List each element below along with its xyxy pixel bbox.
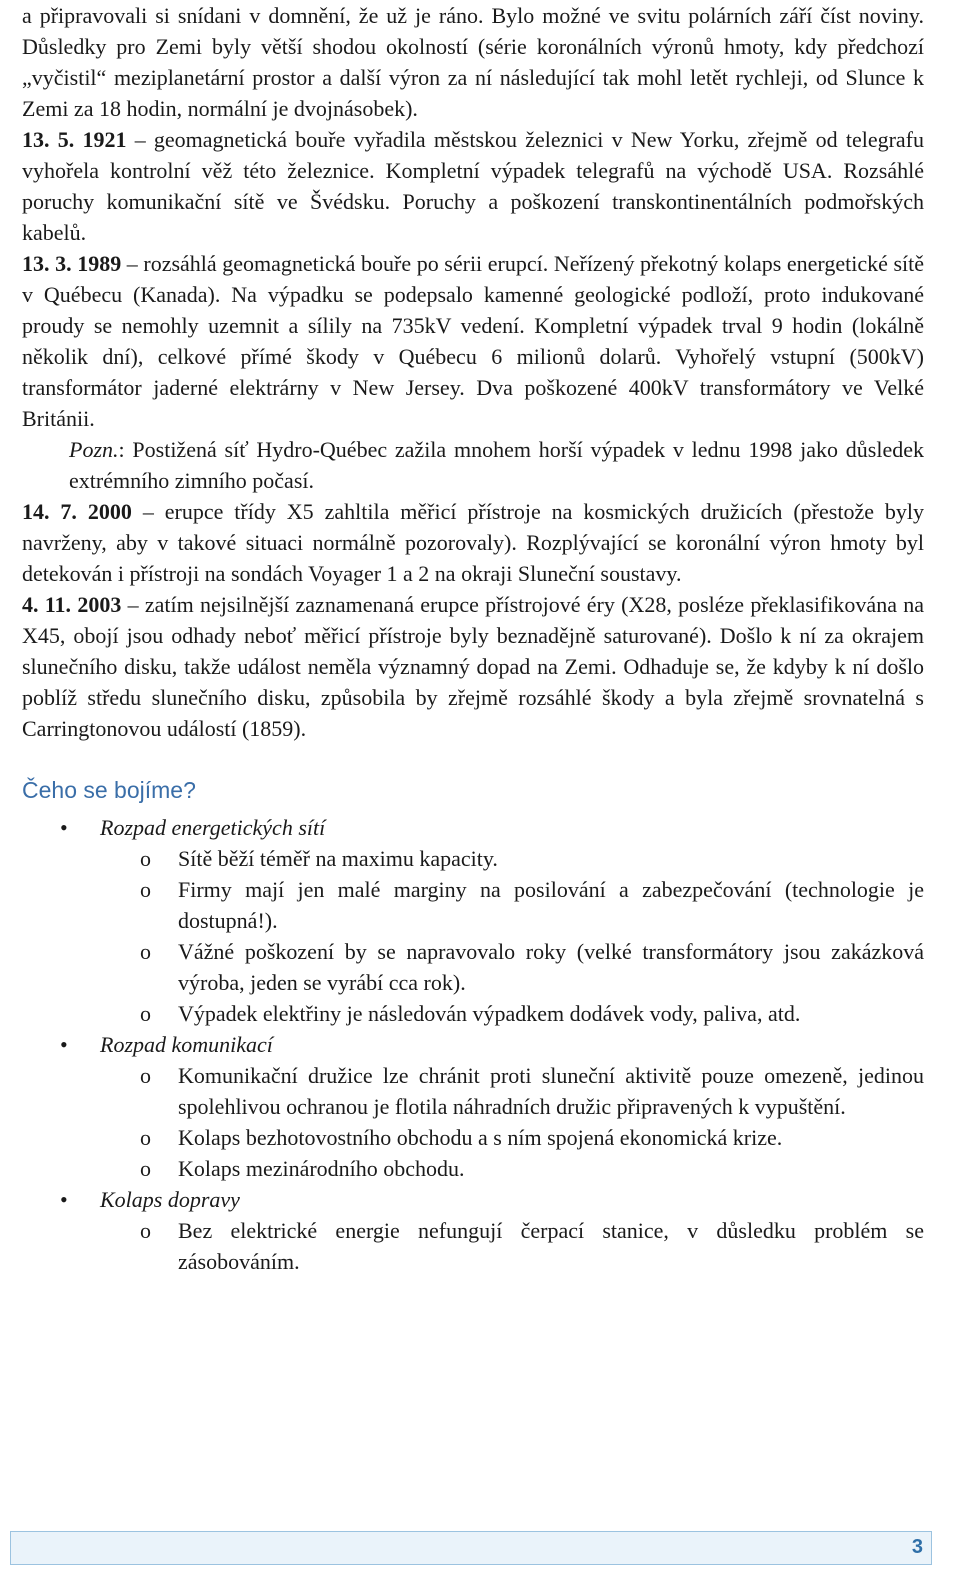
sub-item-text: Sítě běží téměř na maximu kapacity. [178,846,498,871]
document-page [22,0,924,1277]
sub-item-text: Výpadek elektřiny je následován výpadkem dodávek vody, paliva, atd. [178,1001,801,1026]
bullet-icon: • [60,815,68,840]
bullet-title: Kolaps dopravy [100,1187,240,1212]
sub-item-text: Kolaps mezinárodního obchodu. [178,1156,465,1181]
sub-item [22,1060,924,1122]
sub-marker-icon: o [140,1001,151,1026]
sub-item-text: Firmy mají jen malé marginy na posilování a zabezpečování (technologie je dostupná!). [178,877,924,933]
note-label: Pozn. [69,437,119,462]
sub-marker-icon: o [140,1218,151,1243]
event-text: – geomagnetická bouře vyřadila městskou železnici v New Yorku, zřejmě od telegrafu vyhořela kontrolní věž této železnice. Kompletní výpadek telegrafů na východě USA. Rozsáhlé poruchy komunikační sítě ve Švédsku. Poruchy a poškození transkontinentálních podmořských kabelů. [22,127,925,245]
list-item-energy [22,812,924,1029]
page-footer [10,1531,932,1565]
event-text: – rozsáhlá geomagnetická bouře po sérii erupcí. Neřízený překotný kolaps energetické sítě v Québecu (Kanada). Na výpadku se podepsalo kamenné geologické podloží, proto indukované proudy se nemohly uzemnit a sílily na 735kV vedení. Kompletní výpadek trval 9 hodin (lokálně několik dní), celkové přímé škody v Québecu 6 milionů dolarů. Vyhořelý vstupní (500kV) transformátor jaderné elektrárny v New Jersey. Dva poškozené 400kV transformátory ve Velké Británii. [22,251,924,431]
sub-marker-icon: o [140,939,151,964]
sub-item [22,874,924,936]
sub-list [100,1060,924,1184]
sub-item [22,843,924,874]
sub-item-text: Bez elektrické energie nefungují čerpací stanice, v důsledku problém se zásobováním. [178,1218,924,1274]
sub-item [22,998,924,1029]
bullet-icon: • [60,1032,68,1057]
list-item-transport [22,1184,924,1277]
list-item-communications [22,1029,924,1184]
sub-marker-icon: o [140,1156,151,1181]
event-date: 13. 5. 1921 [22,127,127,152]
sub-item [22,936,924,998]
sub-item-text: Komunikační družice lze chránit proti sluneční aktivitě pouze omezeně, jedinou spolehlivou ochranou je flotila náhradních družic připravených k vypuštění. [178,1063,924,1119]
event-2000 [22,496,924,589]
event-1921 [22,124,924,248]
event-1989 [22,248,924,434]
event-text: – erupce třídy X5 zahltila měřicí přístroje na kosmických družicích (přestože byly navrženy, aby v takové situaci normálně pozorovaly). Rozplývající se koronální výron hmoty byl detekován i přístroji na sondách Voyager 1 a 2 na okraji Sluneční soustavy. [22,499,925,586]
bullet-title: Rozpad energetických sítí [100,815,326,840]
sub-list [100,1215,924,1277]
sub-item [22,1215,924,1277]
event-text: – zatím nejsilnější zaznamenaná erupce přístrojové éry (X28, posléze překlasifikována na X45, obojí jsou odhady neboť měřicí přístroje byly beznadějně saturované). Došlo k ní za okrajem slunečního disku, takže událost neměla významný dopad na Zemi. Odhaduje se, že kdyby k ní došlo poblíž středu slunečního disku, způsobila by zřejmě rozsáhlé škody a byla zřejmě srovnatelná s Carringtonovou událostí (1859). [22,592,924,741]
fears-list [22,812,924,1277]
bullet-title: Rozpad komunikací [100,1032,273,1057]
sub-item [22,1153,924,1184]
event-date: 14. 7. 2000 [22,499,132,524]
sub-item-text: Kolaps bezhotovostního obchodu a s ním spojená ekonomická krize. [178,1125,783,1150]
sub-marker-icon: o [140,1063,151,1088]
event-2003 [22,589,924,744]
bullet-icon: • [60,1187,68,1212]
sub-marker-icon: o [140,877,151,902]
event-date: 13. 3. 1989 [22,251,122,276]
page-number: 3 [911,1536,923,1558]
intro-paragraph: a připravovali si snídani v domnění, že už je ráno. Bylo možné ve svitu polárních září číst noviny. Důsledky pro Zemi byly větší shodou okolností (série koronálních výronů hmoty, kdy předchozí „vyčistil“ meziplanetární prostor a další výron za ní následující tak mohl letět rychleji, od Slunce k Zemi za 18 hodin, normální je dvojnásobek). [22,3,924,121]
sub-list [100,843,924,1029]
event-date: 4. 11. 2003 [22,592,122,617]
sub-item [22,1122,924,1153]
note-paragraph [22,434,924,496]
sub-marker-icon: o [140,846,151,871]
section-heading: Čeho se bojíme? [22,777,196,803]
note-text: : Postižená síť Hydro-Québec zažila mnohem horší výpadek v lednu 1998 jako důsledek extrémního zimního počasí. [69,437,924,493]
sub-item-text: Vážné poškození by se napravovalo roky (velké transformátory jsou zakázková výroba, jeden se vyrábí cca rok). [178,939,924,995]
sub-marker-icon: o [140,1125,151,1150]
